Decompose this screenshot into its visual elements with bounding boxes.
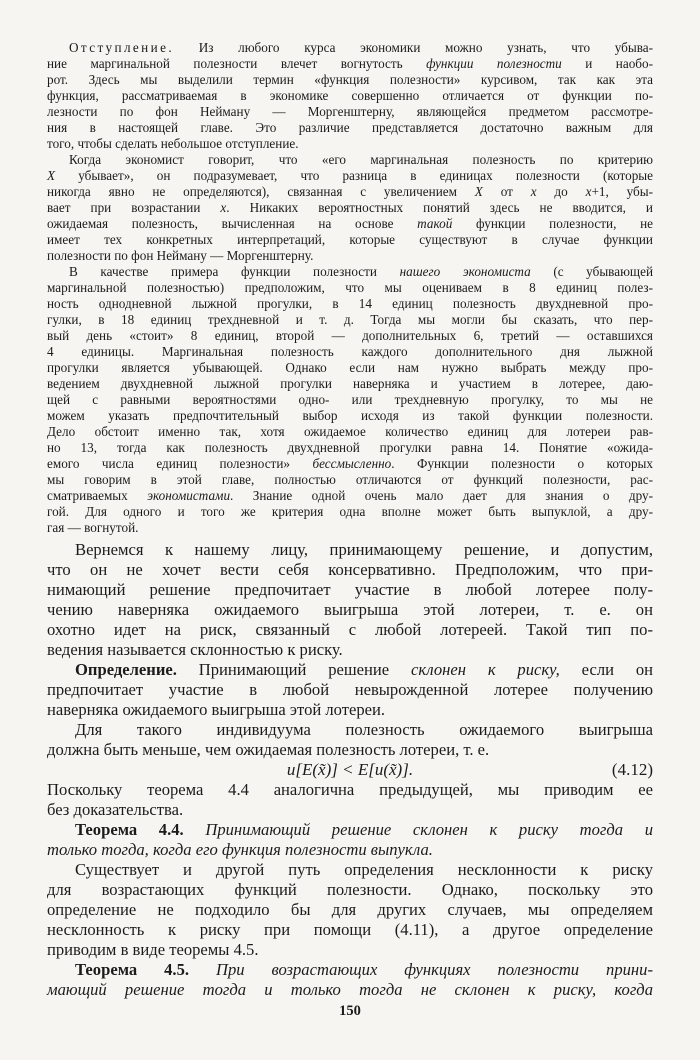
text-line: [47, 840, 653, 860]
text-run: Когда экономист говорит, что «его маргинальная полезность по критерию: [69, 152, 653, 167]
paragraph: [47, 860, 653, 960]
text-line: [47, 820, 653, 840]
text-run: если он: [559, 660, 653, 679]
text-run: склонен к риску,: [410, 660, 560, 679]
text-line: [47, 660, 653, 680]
text-run: такой: [417, 216, 453, 231]
text-line: [47, 880, 653, 900]
text-line: [47, 456, 653, 472]
text-run: никогда явно не определяются), связанная с увеличением: [47, 184, 475, 199]
text-run: x: [585, 184, 592, 199]
text-line: [47, 168, 653, 184]
text-run: того, чтобы сделать небольшое отступление.: [47, 136, 299, 151]
text-run: маргинальной полезностью) предположим, что мы оцениваем в 8 единиц полез-: [47, 280, 653, 295]
text-line: [47, 560, 653, 580]
text-run: чению наверняка ожидаемого выигрыша этой лотереи, т. е. он: [47, 600, 653, 619]
text-run: щей с равными вероятностями одно- или трехдневную прогулку, то мы не: [47, 392, 653, 407]
text-run: вает при возрастании: [47, 200, 221, 215]
text-run: Для такого индивидуума полезность ожидаемого выигрыша: [75, 720, 653, 739]
text-line: [47, 440, 653, 456]
text-line: [47, 640, 653, 660]
text-run: В качестве примера функции полезности: [69, 264, 400, 279]
text-run: мающий решение тогда и только тогда не склонен к риску, когда: [47, 980, 653, 999]
text-run: только тогда, когда его функция полезности выпукла.: [47, 840, 433, 859]
paragraph: [47, 152, 653, 264]
text-line: [47, 980, 653, 1000]
text-run: ведения называется склонностью к риску.: [47, 640, 343, 659]
text-line: [47, 344, 653, 360]
text-run: 4 единицы. Маргинальная полезность каждого дополнительного дня лыжной: [47, 344, 653, 359]
text-run: охотно идет на риск, связанный с любой лотереей. Такой тип по-: [47, 620, 653, 639]
equation-formula: u[E(x̃)] < E[u(x̃)].: [286, 760, 414, 779]
text-line: [47, 960, 653, 980]
equation-number: (4.12): [611, 760, 653, 779]
text-run: X: [474, 184, 483, 199]
text-run: приводим в виде теоремы 4.5.: [47, 940, 259, 959]
text-run: ние маргинальной полезности влечет вогнутость: [47, 56, 427, 71]
text-line: [47, 40, 653, 56]
text-run: Вернемся к нашему лицу, принимающему решение, и допустим,: [75, 540, 653, 559]
text-line: [47, 740, 653, 760]
text-run: функции полезности, не: [452, 216, 654, 231]
text-run: Определение.: [75, 660, 177, 679]
text-line: [47, 56, 653, 72]
text-run: Дело обстоит именно так, хотя ожидаемое количество единиц для лотереи рав-: [47, 424, 653, 439]
text-run: Принимающий решение склонен к риску тогда и: [183, 820, 653, 839]
text-line: [47, 488, 653, 504]
text-run: бессмысленно: [312, 456, 392, 471]
text-line: [47, 104, 653, 120]
text-line: [47, 184, 653, 200]
text-run: Принимающий решение: [176, 660, 411, 679]
text-line: [47, 540, 653, 560]
text-run: гой. Для одного и того же критерия одна вполне может быть выпуклой, а дру-: [47, 504, 653, 519]
text-run: . Никаких вероятностных понятий здесь не вводится, и: [226, 200, 653, 215]
text-run: но 13, тогда как полезность двухдневной прогулки равна 14. Понятие «ожида-: [47, 440, 653, 455]
text-line: [47, 264, 653, 280]
text-line: [47, 520, 653, 536]
text-run: x: [220, 200, 227, 215]
text-run: +1, убы-: [591, 184, 653, 199]
text-run: ность однодневной лыжной прогулки, в 14 единиц полезность двухдневной про-: [47, 296, 653, 311]
text-run: что он не хочет вести себя консервативно. Предположим, что при-: [47, 560, 653, 579]
text-run: убывает», он подразумевает, что разница в единицах полезности (которые: [55, 168, 653, 183]
paragraph: [47, 820, 653, 860]
text-line: [47, 680, 653, 700]
text-run: ведением двухдневной лыжной прогулки наверняка и участием в лотерее, даю-: [47, 376, 653, 391]
text-line: [47, 472, 653, 488]
text-line: [47, 200, 653, 216]
text-run: лезности по фон Нейману — Моргенштерну, являющейся предметом рассмотре-: [47, 104, 653, 119]
text-run: емого числа единиц полезности»: [47, 456, 313, 471]
text-run: (с убывающей: [530, 264, 653, 279]
text-run: гулки, в 18 единиц трехдневной и т. д. Тогда мы могли бы сказать, что пер-: [47, 312, 653, 327]
text-line: [47, 120, 653, 136]
text-line: [47, 376, 653, 392]
text-run: вый день «стоит» 8 единиц, второй — дополнительных 6, третий — оставшихся: [47, 328, 653, 343]
text-line: [47, 280, 653, 296]
text-line: [47, 232, 653, 248]
text-run: Теорема 4.4.: [75, 820, 184, 839]
text-line: [47, 408, 653, 424]
text-run: X: [47, 168, 56, 183]
text-run: функции полезности: [426, 56, 562, 71]
text-run: прогулки является убывающей. Однако если нам нужно выбрать между про-: [47, 360, 653, 375]
text-line: [47, 136, 653, 152]
text-run: мы говорим в этой главе, полностью отличаются от функций полезности, рас-: [47, 472, 653, 487]
text-run: рот. Здесь мы выделили термин «функция полезности» курсивом, так как эта: [47, 72, 653, 87]
text-line: [47, 152, 653, 168]
text-line: [47, 424, 653, 440]
text-line: [47, 72, 653, 88]
equation-412: [47, 760, 653, 780]
text-run: . Знание одной очень мало дает для знания о дру-: [230, 488, 653, 503]
text-run: наверняка ожидаемого выигрыша этой лотереи.: [47, 700, 386, 719]
text-run: от: [482, 184, 531, 199]
text-run: Поскольку теорема 4.4 аналогична предыдущей, мы приводим ее: [47, 780, 653, 799]
text-run: определение не подходило бы для других случаев, мы определяем: [47, 900, 653, 919]
text-line: [47, 860, 653, 880]
paragraph: [47, 960, 653, 1000]
text-line: [47, 328, 653, 344]
text-run: Существует и другой путь определения несклонности к риску: [75, 860, 653, 879]
text-run: сматриваемых: [47, 488, 148, 503]
text-line: [47, 392, 653, 408]
text-line: [47, 780, 653, 800]
text-line: [47, 720, 653, 740]
text-line: [47, 940, 653, 960]
text-line: [47, 216, 653, 232]
paragraph: [47, 540, 653, 660]
text-run: можем указать предпочтительный выбор исходя из такой функции полезности.: [47, 408, 653, 423]
text-run: Отступление.: [69, 40, 175, 55]
text-line: [47, 296, 653, 312]
paragraph: [47, 264, 653, 536]
text-run: . Функции полезности о которых: [391, 456, 653, 471]
text-run: предпочитает участие в любой невырожденной лотерее получению: [47, 680, 653, 699]
text-run: до: [536, 184, 586, 199]
text-line: [47, 248, 653, 264]
text-run: должна быть меньше, чем ожидаемая полезность лотереи, т. е.: [47, 740, 490, 759]
text-run: нимающий решение предпочитает участие в любой лотерее полу-: [47, 580, 653, 599]
text-line: [47, 88, 653, 104]
text-column: [47, 40, 653, 1000]
text-line: [47, 580, 653, 600]
text-run: полезности по фон Нейману — Моргенштерну.: [47, 248, 314, 263]
text-run: несклонность к риску при помощи (4.11), а другое определение: [47, 920, 653, 939]
text-run: функция, рассматриваемая в экономике совершенно отличается от функции по-: [47, 88, 653, 103]
page-number: 150: [339, 1003, 361, 1019]
text-line: [47, 600, 653, 620]
text-run: Теорема 4.5.: [75, 960, 190, 979]
text-run: гая — вогнутой.: [47, 520, 139, 535]
text-run: для возрастающих функций полезности. Однако, поскольку это: [47, 880, 653, 899]
text-line: [47, 900, 653, 920]
text-line: [47, 504, 653, 520]
text-run: При возрастающих функциях полезности прини-: [189, 960, 653, 979]
text-run: Из любого курса экономики можно узнать, что убыва-: [174, 40, 653, 55]
text-line: [47, 620, 653, 640]
text-line: [47, 700, 653, 720]
text-run: x: [530, 184, 537, 199]
text-run: ния в настоящей главе. Это различие представляется достаточно важным для: [47, 120, 653, 135]
paragraph: [47, 660, 653, 720]
text-run: экономистами: [147, 488, 231, 503]
paragraph: [47, 40, 653, 152]
paragraph: [47, 780, 653, 820]
text-line: [47, 360, 653, 376]
text-run: нашего экономиста: [399, 264, 531, 279]
text-line: [47, 312, 653, 328]
text-run: и наобо-: [561, 56, 653, 71]
text-run: без доказательства.: [47, 800, 184, 819]
text-run: имеет тех конкретных интерпретаций, которые существуют в случае функции: [47, 232, 653, 247]
paragraph: [47, 720, 653, 760]
text-line: [47, 920, 653, 940]
text-run: ожидаемая полезность, вычисленная на основе: [47, 216, 418, 231]
text-line: [47, 800, 653, 820]
